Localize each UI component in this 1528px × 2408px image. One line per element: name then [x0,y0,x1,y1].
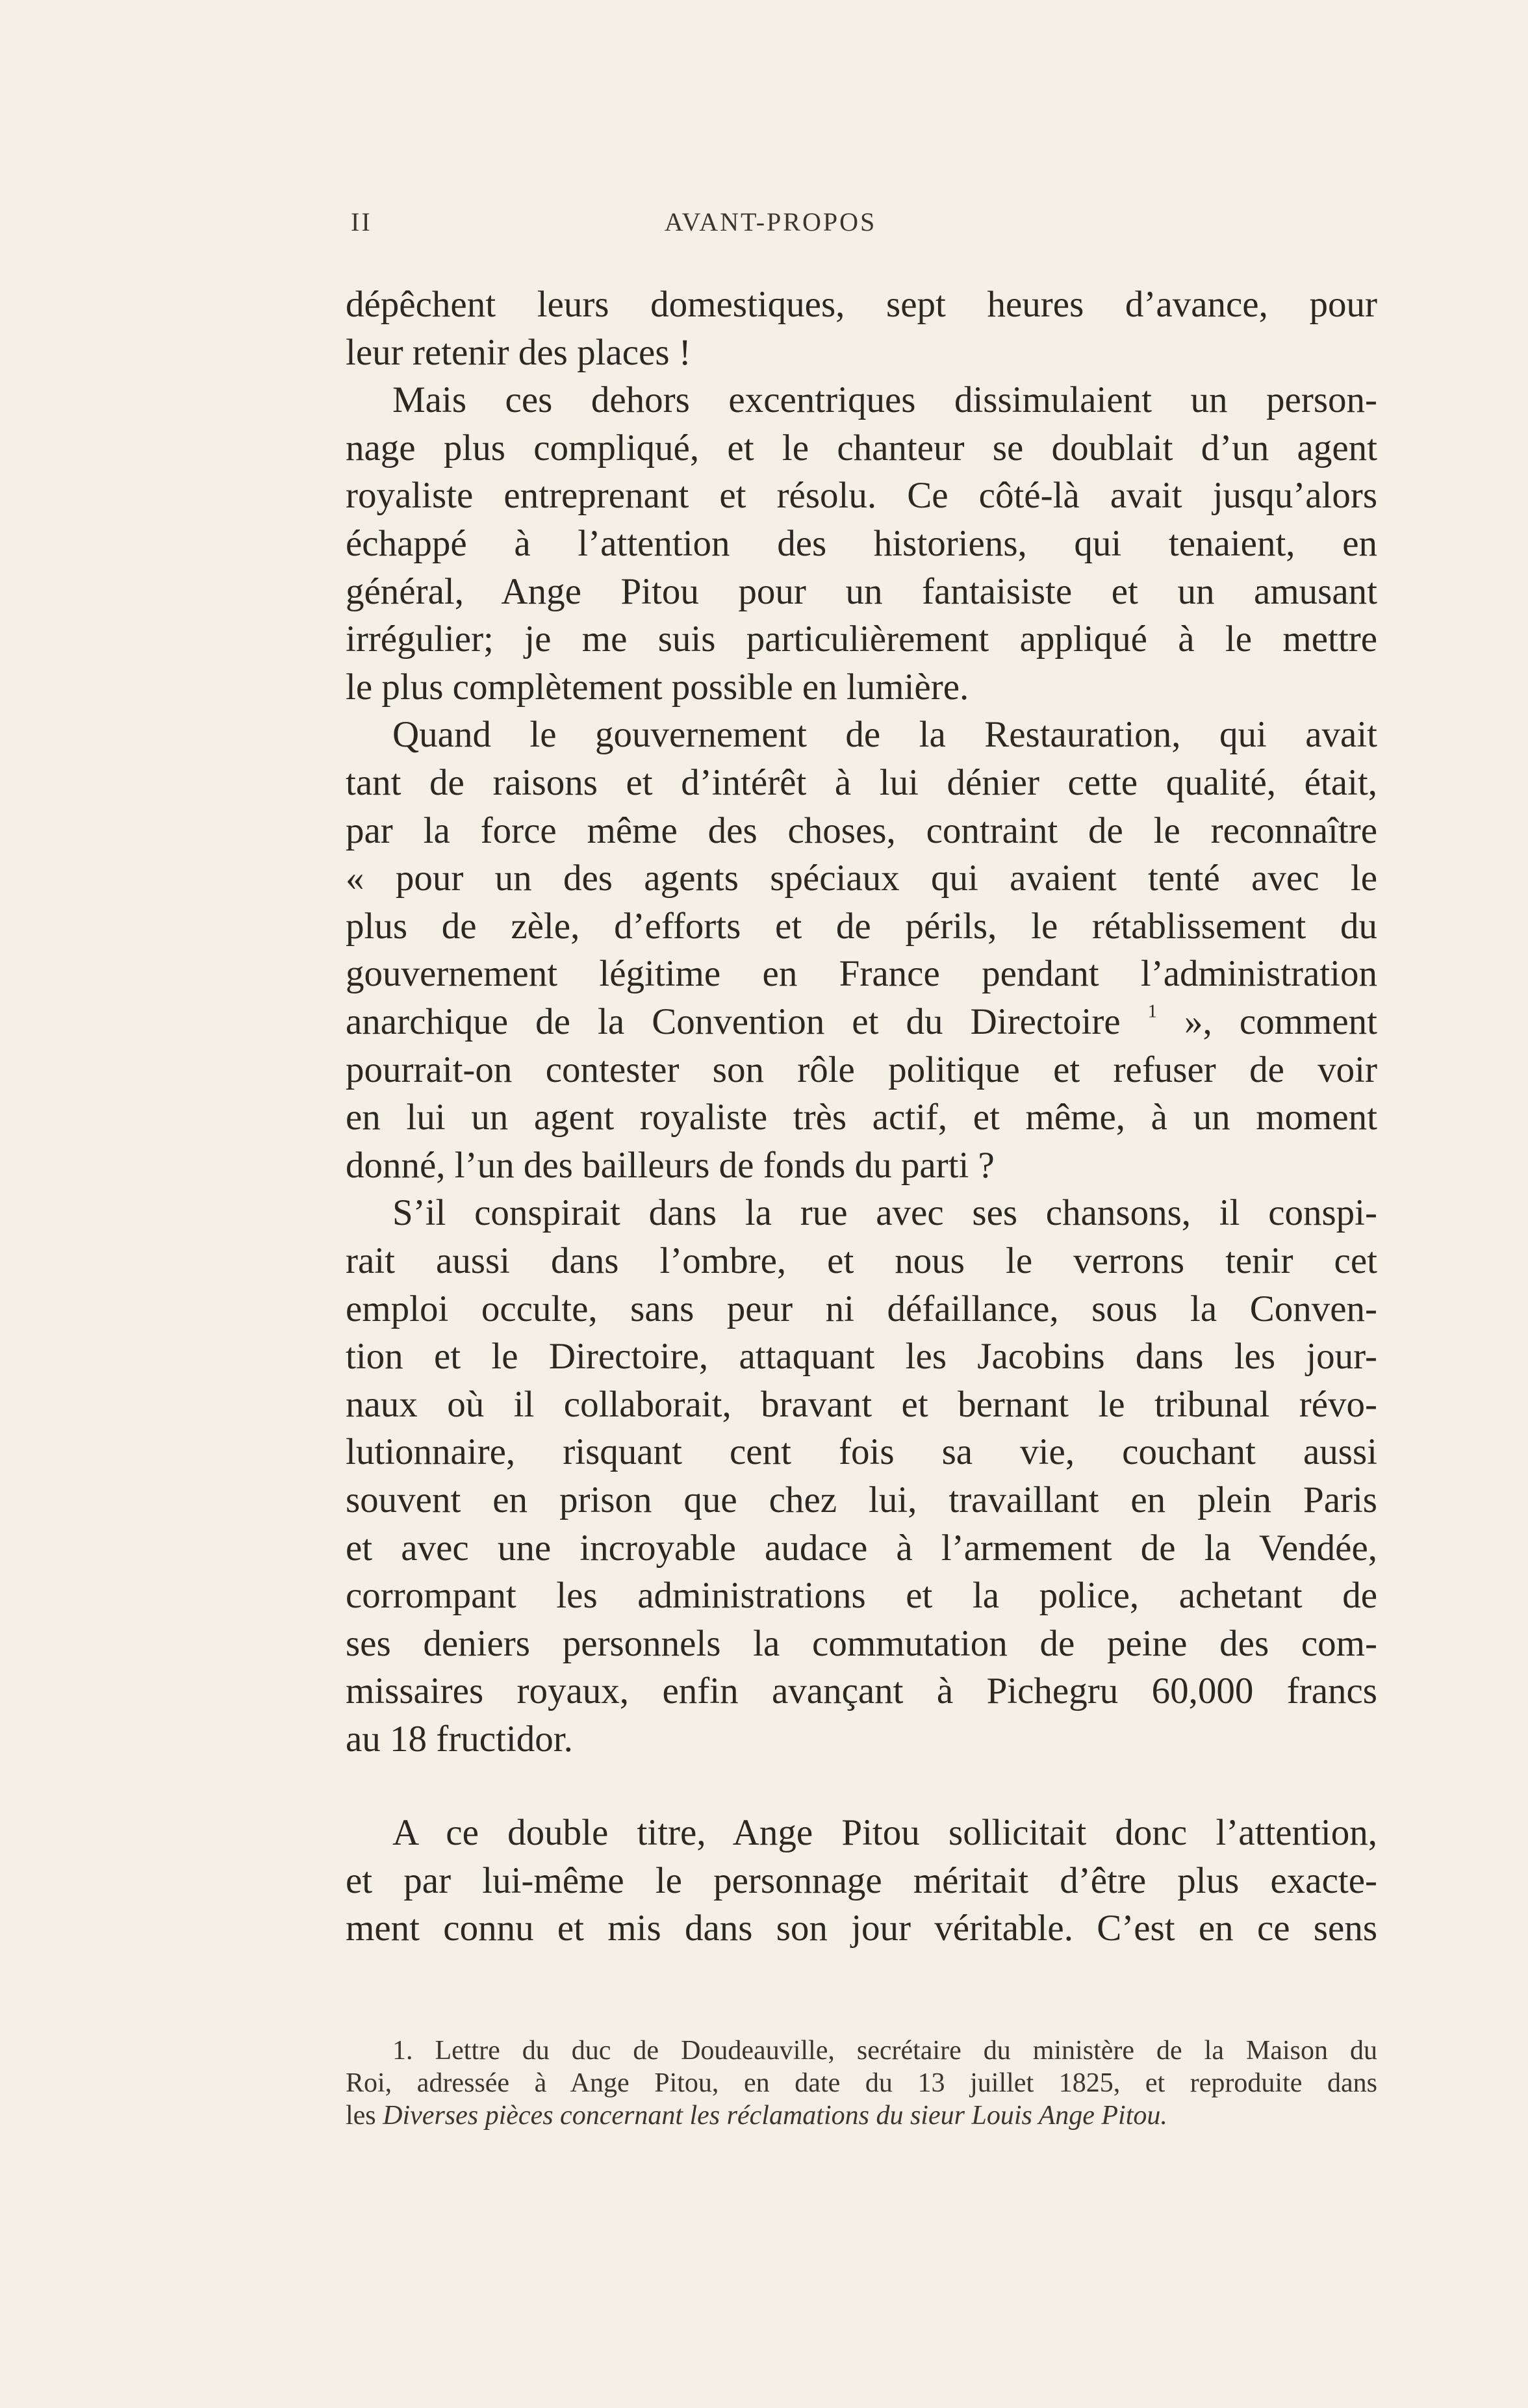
text-line: général, Ange Pitou pour un fantaisiste et un amusant [346,570,1377,612]
text-line: pourrait-on contester son rôle politique et refuser de voir [346,1049,1377,1090]
text-line: et par lui-même le personnage méritait d’être plus exacte- [346,1860,1377,1901]
footnote-line: Roi, adressée à Ange Pitou, en date du 13 juillet 1825, et reproduite dans [346,2068,1377,2098]
text-line: S’il conspirait dans la rue avec ses chansons, il conspi- [392,1192,1377,1234]
text-line: échappé à l’attention des historiens, qui tenaient, en [346,523,1377,564]
text-line: ses deniers personnels la commutation de peine des com- [346,1622,1377,1664]
text-line: nage plus compliqué, et le chanteur se doublait d’un agent [346,427,1377,468]
text-line: en lui un agent royaliste très actif, et même, à un moment [346,1097,1377,1138]
text-line: donné, l’un des bailleurs de fonds du parti ? [346,1144,995,1186]
footnote-marker: 1 [1147,1001,1157,1022]
text-line: et avec une incroyable audace à l’armement de la Vendée, [346,1527,1377,1569]
text-line: par la force même des choses, contraint de le reconnaître [346,810,1377,851]
text-line: « pour un des agents spéciaux qui avaient tenté avec le [346,858,1377,899]
text-line [346,998,1377,1046]
text-line: rait aussi dans l’ombre, et nous le verrons tenir cet [346,1240,1377,1281]
text-line: tant de raisons et d’intérêt à lui dénier cette qualité, était, [346,762,1377,803]
text-segment: anarchique de la Convention et du Directoire [346,1001,1148,1042]
text-line: missaires royaux, enfin avançant à Pichegru 60,000 francs [346,1671,1377,1712]
text-line: A ce double titre, Ange Pitou sollicitait donc l’attention, [392,1812,1377,1853]
text-line: le plus complètement possible en lumière. [346,666,969,708]
text-line: naux où il collaborait, bravant et bernant le tribunal révo- [346,1383,1377,1425]
text-segment: », comment [1156,1001,1377,1042]
text-line: au 18 fructidor. [346,1719,573,1760]
text-line: souvent en prison que chez lui, travaillant en plein Paris [346,1479,1377,1520]
text-line: corrompant les administrations et la police, achetant de [346,1575,1377,1617]
text-line: royaliste entreprenant et résolu. Ce côté-là avait jusqu’alors [346,475,1377,517]
running-title: AVANT-PROPOS [664,207,877,237]
text-line: tion et le Directoire, attaquant les Jacobins dans les jour- [346,1336,1377,1377]
text-line: lutionnaire, risquant cent fois sa vie, couchant aussi [346,1431,1377,1473]
text-segment: Diverses pièces concernant les réclamations du sieur Louis Ange Pitou. [383,2101,1167,2131]
text-line: dépêchent leurs domestiques, sept heures d’avance, pour [346,284,1377,325]
text-line: leur retenir des places ! [346,331,691,373]
text-line: plus de zèle, d’efforts et de périls, le rétablissement du [346,905,1377,947]
text-line: Mais ces dehors excentriques dissimulaient un person- [392,379,1377,421]
page-number: II [351,207,372,237]
text-line: Quand le gouvernement de la Restauration, qui avait [392,714,1377,756]
text-segment: les [346,2101,383,2131]
text-line: gouvernement légitime en France pendant l’administration [346,953,1377,995]
text-line: emploi occulte, sans peur ni défaillance, sous la Conven- [346,1288,1377,1329]
text-line: ment connu et mis dans son jour véritable. C’est en ce sens [346,1908,1377,1949]
footnote-line: 1. Lettre du duc de Doudeauville, secrétaire du ministère de la Maison du [392,2036,1377,2066]
text-line: irrégulier; je me suis particulièrement appliqué à le mettre [346,619,1377,660]
footnote-line [346,2099,1377,2132]
